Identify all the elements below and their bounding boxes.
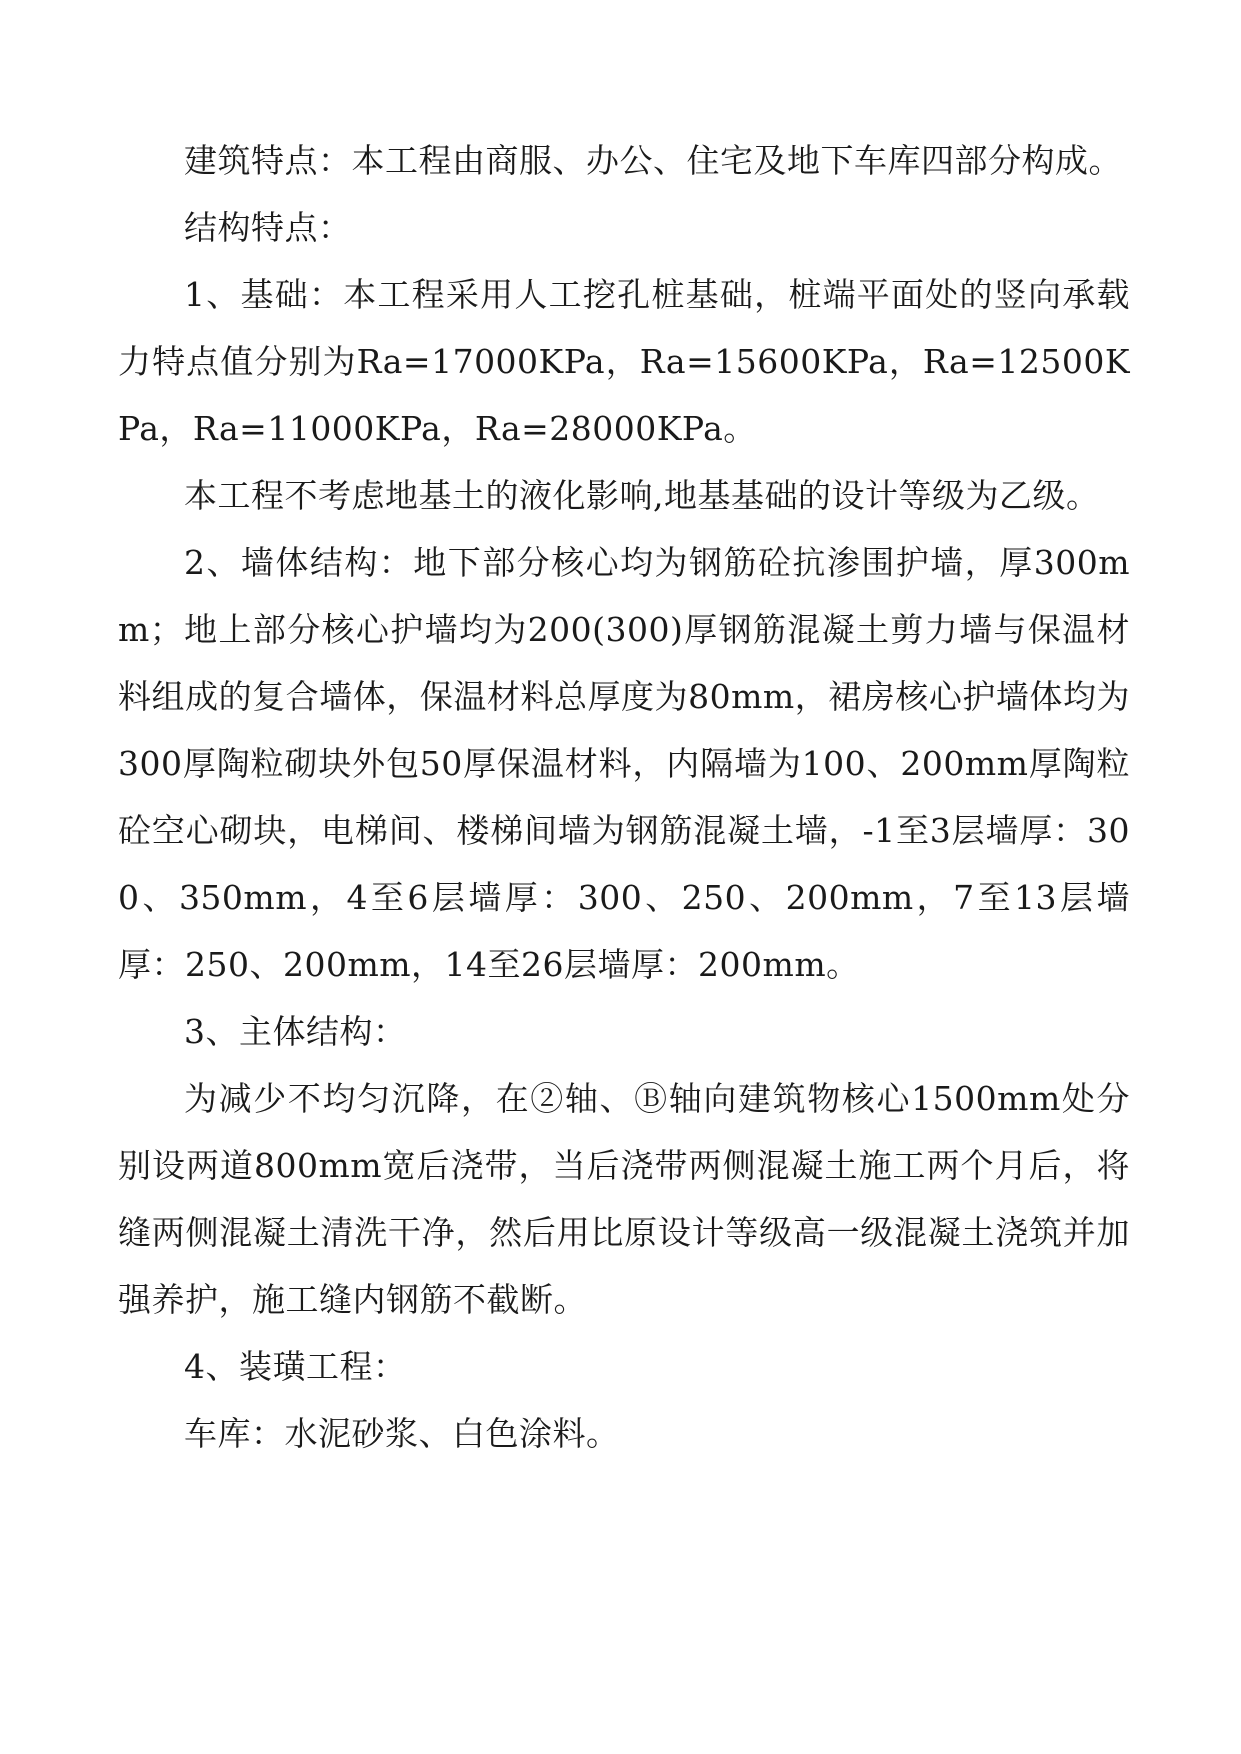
paragraph-architecture-features: 建筑特点：本工程由商服、办公、住宅及地下车库四部分构成。 [184,141,1122,180]
paragraph-foundation: 1、基础：本工程采用人工挖孔桩基础，桩端平面处的竖向承载力特点值分别为Ra=17000KPa，Ra=15600KPa，Ra=12500KPa，Ra=11000KPa，Ra=28000KPa。 [118,275,1130,448]
paragraph-structure-features-heading: 结构特点： [184,208,352,247]
paragraph-wall-structure: 2、墙体结构：地下部分核心均为钢筋砼抗渗围护墙，厚300mm；地上部分核心护墙均为200(300)厚钢筋混凝土剪力墙与保温材料组成的复合墙体，保温材料总厚度为80mm，裙房核心护墙体均为300厚陶粒砌块外包50厚保温材料，内隔墙为100、200mm厚陶粒砼空心砌块，电梯间、楼梯间墙为钢筋混凝土墙，-1至3层墙厚：300、350mm，4至6层墙厚：300、250、200mm，7至13层墙厚：250、200mm，14至26层墙厚：200mm。 [118,543,1130,984]
paragraph-main-structure-heading: 3、主体结构： [184,1012,407,1051]
paragraph-garage: 车库：水泥砂浆、白色涂料。 [184,1414,620,1453]
document-page [118,127,1130,1467]
paragraph-decoration-heading: 4、装璜工程： [184,1347,407,1386]
paragraph-liquefaction: 本工程不考虑地基土的液化影响,地基基础的设计等级为乙级。 [184,476,1100,515]
paragraph-post-pour-strip: 为减少不均匀沉降，在②轴、Ⓑ轴向建筑物核心1500mm处分别设两道800mm宽后浇带，当后浇带两侧混凝土施工两个月后，将缝两侧混凝土清洗干净，然后用比原设计等级高一级混凝土浇筑并加强养护，施工缝内钢筋不截断。 [118,1079,1130,1319]
